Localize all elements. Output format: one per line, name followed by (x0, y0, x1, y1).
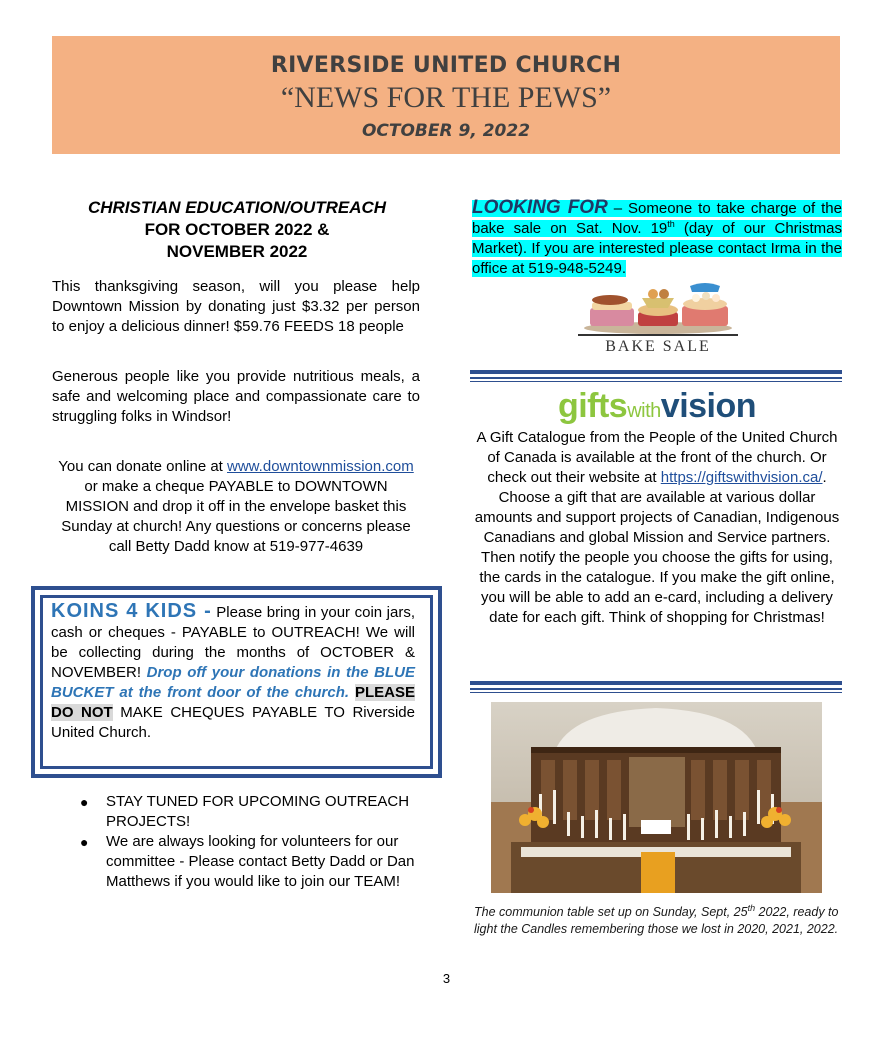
koins-4-kids-box (31, 586, 442, 778)
gwv-text-after: . Choose a gift that are available at various dollar amounts and support projects of Canadian, Indigenous Canadians and global Mission and Service partners. Then notify the people you choose the gifts for using, the cards in the catalogue. If you make the gift online, you will be able to add an e-card, including a delivery date for each gift. Think of shopping for Christmas! (474, 469, 840, 626)
photo-caption (474, 904, 844, 938)
downtownmission-link[interactable]: www.downtownmission.com (227, 458, 414, 475)
koins-text-1: Please bring in your coin jars, cash or cheques - PAYABLE to OUTREACH! We will be collecting during the months of OCTOBER & NOVEMBER! (51, 604, 416, 681)
logo-with: with (627, 400, 661, 422)
koins-blue-bucket-note: Drop off your donations in the BLUE BUCKET at the front door of the church. (51, 664, 415, 701)
newsletter-date: OCTOBER 9, 2022 (361, 121, 531, 141)
koins-text-2: MAKE CHEQUES PAYABLE TO Riverside United Church. (51, 704, 415, 741)
looking-for-notice (472, 198, 842, 279)
caption-sup: th (747, 902, 756, 913)
newsletter-title: “NEWS FOR THE PEWS” (280, 81, 612, 114)
communion-table-photo (491, 702, 822, 893)
bullet-text: STAY TUNED FOR UPCOMING OUTREACH PROJECTS! (106, 793, 410, 830)
caption-text-2: 2022, ready to light the Candles remembering those we lost in 2020, 2021, 2022. (474, 905, 839, 936)
list-item (80, 832, 425, 892)
ce-heading-line3: NOVEMBER 2022 (166, 242, 308, 261)
bake-sale-illustration (578, 282, 738, 336)
donate-text-after: or make a cheque PAYABLE to DOWNTOWN MISSION and drop it off in the envelope basket this Sunday at church! Any questions or concerns please call Betty Dadd know at 519-977-4639 (61, 478, 411, 555)
looking-sup: th (667, 219, 675, 229)
ce-outreach-heading (52, 197, 422, 263)
bullet-icon: ● (80, 794, 89, 810)
looking-text-2: (day of our Christmas Market). If you are interested please contact Irma in the office at 519-948-5249. (472, 220, 843, 277)
looking-text-1: – Someone to take charge of the bake sale on Sat. Nov. 19 (472, 200, 842, 237)
logo-vision: vision (660, 387, 757, 425)
thanksgiving-paragraph: This thanksgiving season, will you please help Downtown Mission by donating just $3.32 per person to enjoy a delicious dinner! $59.76 FEEDS 18 people (52, 278, 420, 335)
bake-sale-image (578, 282, 738, 356)
bullet-icon: ● (80, 834, 89, 850)
caption-text-1: The communion table set up on Sunday, Sept, 25 (474, 905, 748, 919)
looking-for-heading: LOOKING FOR (472, 197, 608, 218)
donate-text-before: You can donate online at (58, 458, 228, 475)
list-item (80, 792, 425, 832)
communion-table-illustration (491, 702, 822, 893)
newsletter-header (52, 36, 840, 154)
giftswithvision-link[interactable]: https://giftswithvision.ca/ (660, 469, 823, 486)
ce-heading-line2: FOR OCTOBER 2022 & (144, 220, 330, 239)
page-number: 3 (442, 971, 451, 986)
gifts-with-vision-paragraph (472, 428, 842, 628)
gwv-text-before: A Gift Catalogue from the People of the United Church of Canada is available at the front of the church. Or check out their website at (476, 429, 838, 486)
logo-gifts: gifts (557, 387, 628, 425)
koins-highlight: PLEASE DO NOT (51, 684, 415, 721)
church-name: RIVERSIDE UNITED CHURCH (270, 53, 622, 78)
koins-paragraph (51, 601, 415, 743)
koins-heading: KOINS 4 KIDS - (51, 600, 212, 622)
bake-sale-label: BAKE SALE (578, 334, 738, 356)
donate-paragraph (52, 457, 420, 557)
gifts-with-vision-logo (472, 386, 842, 431)
ce-heading-line1: CHRISTIAN EDUCATION/OUTREACH (87, 198, 387, 217)
bullet-text: We are always looking for volunteers for our committee - Please contact Betty Dadd or Dan Matthews if you would like to join our TEAM! (106, 833, 415, 890)
generous-people-paragraph: Generous people like you provide nutritious meals, a safe and welcoming place and compassionate care to struggling folks in Windsor! (52, 368, 420, 425)
outreach-bullet-list (80, 792, 425, 892)
